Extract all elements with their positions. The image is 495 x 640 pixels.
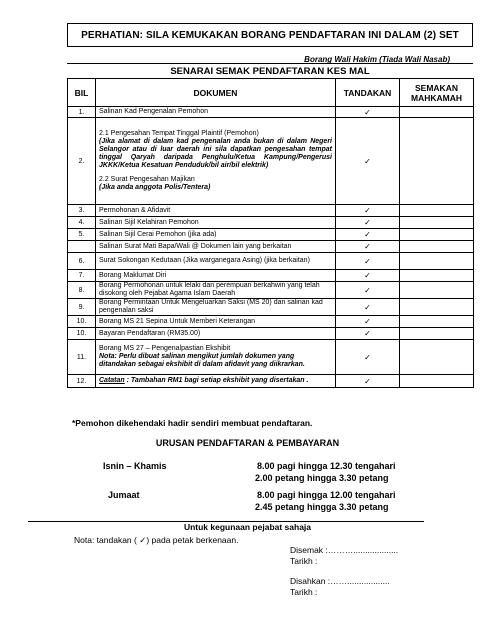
row-number: 9.: [68, 299, 96, 316]
court-check-cell: [400, 270, 474, 282]
row-document: Borang MS 21 Sepina Untuk Memberi Keterangan: [96, 316, 336, 328]
header-tandakan: TANDAKAN: [336, 79, 400, 107]
tick-mark: ✓: [336, 282, 400, 299]
header-dokumen: DOKUMEN: [96, 79, 336, 107]
document-text: : Tambahan RM1 bagi setiap ekshibit yang disertakan .: [124, 377, 309, 384]
row-number: 10.: [68, 316, 96, 328]
document-text: Borang MS 27 – Pengenalpastian Ekshibit: [99, 345, 231, 352]
row-document: Salinan Kad Pengenalan Pemohon: [96, 107, 336, 118]
footnote: *Pemohon dikehendaki hadir sendiri membuat pendaftaran.: [72, 418, 313, 428]
schedule-day1-afternoon: 2.00 petang hingga 3.30 petang: [255, 473, 389, 483]
row-document: [96, 340, 336, 375]
notice-banner-text: PERHATIAN: SILA KEMUKAKAN BORANG PENDAFTARAN INI DALAM (2) SET: [81, 29, 459, 41]
court-check-cell: [400, 205, 474, 217]
table-row: [68, 217, 474, 229]
document-text: 2.1 Pengesahan Tempat Tinggal Plaintif (Pemohon): [99, 130, 259, 137]
schedule-title: URUSAN PENDAFTARAN & PEMBAYARAN: [155, 438, 340, 448]
document-text: Catatan: [99, 377, 125, 384]
court-check-cell: [400, 107, 474, 118]
row-number: 11.: [68, 340, 96, 375]
table-row: [68, 299, 474, 316]
row-number: 12.: [68, 375, 96, 388]
row-number: 8.: [68, 282, 96, 299]
row-document: Borang Maklumat Diri: [96, 270, 336, 282]
checklist-table: [67, 78, 474, 388]
row-document: Salinan Surat Mati Bapa/Wali @ Dokumen lain yang berkaitan: [96, 241, 336, 253]
court-check-cell: [400, 229, 474, 241]
tick-mark: ✓: [336, 118, 400, 205]
table-row: [68, 205, 474, 217]
row-number: 4.: [68, 217, 96, 229]
court-check-cell: [400, 217, 474, 229]
tick-mark: ✓: [336, 340, 400, 375]
row-number: 3.: [68, 205, 96, 217]
approved-date-field: Tarikh :: [290, 587, 318, 597]
row-document: Salinan Sijil Cerai Pemohon (jika ada): [96, 229, 336, 241]
table-row: [68, 282, 474, 299]
court-check-cell: [400, 253, 474, 270]
header-bil: BIL: [68, 79, 96, 107]
row-document: [96, 375, 336, 388]
tick-mark: ✓: [336, 328, 400, 340]
table-row: [68, 270, 474, 282]
tick-mark: ✓: [336, 253, 400, 270]
row-number: 10.: [68, 328, 96, 340]
row-document: Borang Permintaan Untuk Mengeluarkan Saksi (MS 20) dan salinan kad pengenalan saksi: [96, 299, 336, 316]
checked-by-field: Disemak :………...................: [290, 545, 399, 555]
schedule-day1-morning: 8.00 pagi hingga 12.30 tengahari: [257, 461, 396, 471]
table-row: [68, 375, 474, 388]
table-row: [68, 241, 474, 253]
office-note: Nota: tandakan ( ✓) pada petak berkenaan.: [74, 535, 239, 545]
table-row: [68, 107, 474, 118]
court-check-cell: [400, 118, 474, 205]
checked-date-field: Tarikh :: [290, 556, 318, 566]
header-semakan: SEMAKAN MAHKAMAH: [400, 79, 474, 107]
divider: [67, 63, 473, 64]
document-text: Nota: Perlu dibuat salinan mengikut jumlah dokumen yang ditandakan sebagai ekshibit di dalam afidavit yang diikrarkan.: [99, 353, 305, 368]
court-check-cell: [400, 241, 474, 253]
row-number: 1.: [68, 107, 96, 118]
row-document: Borang Permohonan untuk lelaki dan perempuan berkahwin yang telah disokong oleh Pejabat Agama Islam Daerah: [96, 282, 336, 299]
checklist-title: SENARAI SEMAK PENDAFTARAN KES MAL: [170, 66, 370, 77]
table-row: [68, 118, 474, 205]
schedule-day2: Jumaat: [108, 490, 140, 500]
row-number: [68, 241, 96, 253]
schedule-day2-morning: 8.00 pagi hingga 12.00 tengahari: [257, 490, 396, 500]
row-document: Salinan Sijil Kelahiran Pemohon: [96, 217, 336, 229]
document-text: (Jika anda anggota Polis/Tentera): [99, 184, 211, 191]
notice-banner: [67, 23, 473, 47]
office-title: Untuk kegunaan pejabat sahaja: [183, 522, 312, 532]
tick-mark: ✓: [336, 217, 400, 229]
court-check-cell: [400, 328, 474, 340]
row-document: [96, 118, 336, 205]
tick-mark: ✓: [336, 229, 400, 241]
table-row: [68, 316, 474, 328]
court-check-cell: [400, 299, 474, 316]
tick-mark: ✓: [336, 107, 400, 118]
tick-mark: ✓: [336, 205, 400, 217]
document-text: 2.2 Surat Pengesahan Majikan: [99, 176, 195, 183]
table-header-row: [68, 79, 474, 107]
row-number: 2.: [68, 118, 96, 205]
tick-mark: ✓: [336, 270, 400, 282]
table-row: [68, 340, 474, 375]
form-name: Borang Wali Hakim (Tiada Wali Nasab): [304, 55, 450, 64]
court-check-cell: [400, 316, 474, 328]
row-document: Permohonan & Afidavit: [96, 205, 336, 217]
schedule-day1: Isnin – Khamis: [103, 461, 167, 471]
row-number: 6.: [68, 253, 96, 270]
row-document: Surat Sokongan Kedutaan (Jika warganegara Asing) (jika berkaitan): [96, 253, 336, 270]
table-row: [68, 229, 474, 241]
tick-mark: ✓: [336, 299, 400, 316]
tick-mark: ✓: [336, 375, 400, 388]
table-row: [68, 328, 474, 340]
tick-mark: ✓: [336, 241, 400, 253]
row-number: 5.: [68, 229, 96, 241]
tick-mark: ✓: [336, 316, 400, 328]
schedule-day2-afternoon: 2.45 petang hingga 3.30 petang: [255, 502, 389, 512]
court-check-cell: [400, 340, 474, 375]
approved-by-field: Disahkan :……..................: [290, 576, 390, 586]
table-row: [68, 253, 474, 270]
row-document: Bayaran Pendaftaran (RM35.00): [96, 328, 336, 340]
court-check-cell: [400, 375, 474, 388]
court-check-cell: [400, 282, 474, 299]
document-text: (Jika alamat di dalam kad pengenalan anda bukan di dalam Negeri Selangor atau di luar daerah ini sila dapatkan pengesahan tempat tinggal Qaryah daripada Penghulu/Ketua Kampung/Pengerusi JKKK/Ketua Kesatuan Penduduk/bil air/bil elektrik): [99, 138, 332, 169]
row-number: 7.: [68, 270, 96, 282]
